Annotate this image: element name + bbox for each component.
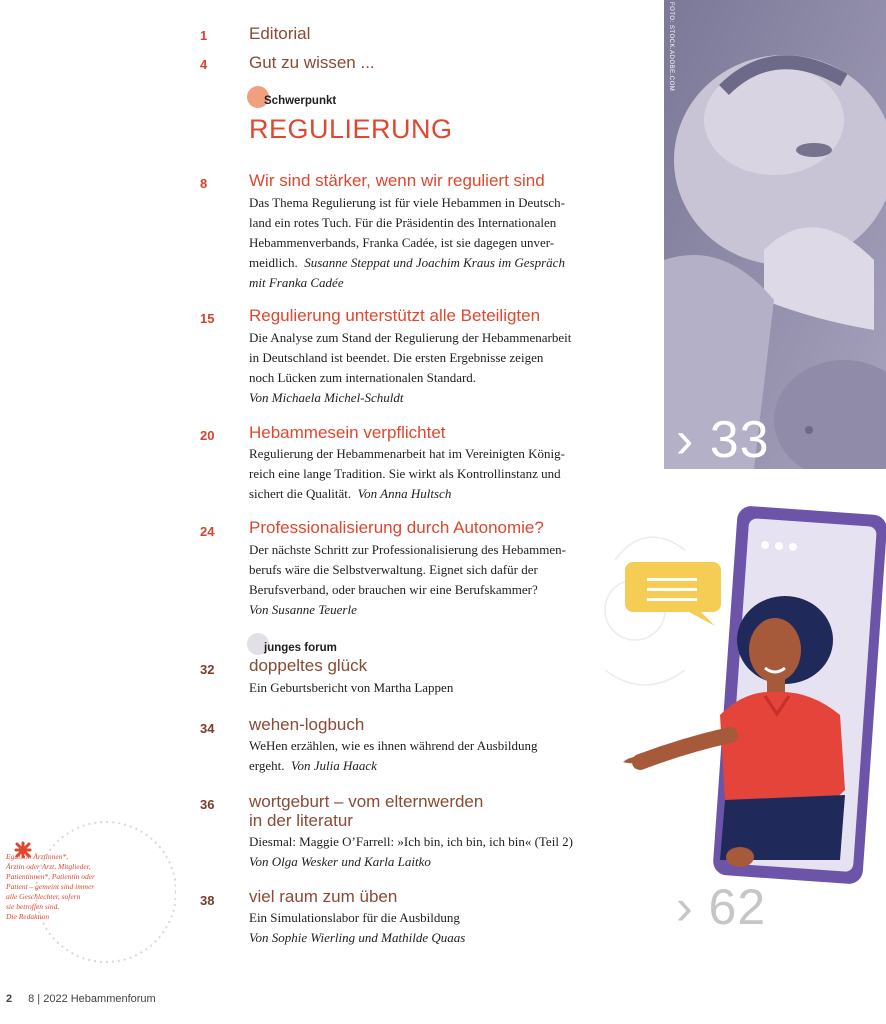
article-teaser: Ein Simulationslabor für die Ausbildung Von Sophie Wierling und Mathilde Quaas	[249, 908, 609, 948]
article-author: Von Anna Hultsch	[357, 486, 452, 501]
gender-note: Egal, ob Ärztinnen*, Ärztin oder Arzt, Mitglieder, Patientinnen*, Patientin oder Patient – gemeint sind immer alle Geschlechter, sofern sie betroffen sind. Die Redaktion	[6, 852, 95, 921]
toc-number: 1	[200, 28, 208, 43]
issue-label: 8 | 2022 Hebammenforum	[28, 993, 156, 1005]
article-teaser: Regulierung der Hebammenarbeit hat im Vereinigten König- reich eine lange Tradition. Sie wirkt als Kontrollinstanz und sichert die Qualität. Von Anna Hultsch	[249, 446, 565, 501]
toc-number: 15	[200, 311, 215, 326]
toc-number: 34	[200, 721, 215, 736]
cover-photo-baby[interactable]	[664, 0, 886, 469]
section-heading: REGULIERUNG	[249, 114, 453, 144]
toc-number: 8	[200, 176, 208, 191]
article-title[interactable]: viel raum zum üben	[249, 887, 398, 906]
toc-number: 4	[200, 57, 208, 72]
article-author: Von Michaela Michel-Schuldt	[249, 390, 404, 405]
article-title[interactable]: doppeltes glück	[249, 656, 368, 675]
photo-credit: FOTO: STOCK.ADOBE.COM	[668, 2, 674, 92]
section-label-schwerpunkt: Schwerpunkt	[264, 95, 337, 107]
article-author: Von Olga Wesker und Karla Laitko	[249, 854, 431, 869]
baby-photo-illustration	[664, 0, 886, 469]
toc-title-gut-zu-wissen[interactable]: Gut zu wissen ...	[249, 53, 375, 72]
article-title[interactable]: Professionalisierung durch Autonomie?	[249, 518, 544, 537]
article-teaser: Diesmal: Maggie O’Farrell: »Ich bin, ich bin, ich bin« (Teil 2) Von Olga Wesker und Karla Laitko	[249, 832, 619, 872]
article-title[interactable]: Regulierung unterstützt alle Beteiligten	[249, 306, 541, 325]
article-title[interactable]: wehen-logbuch	[249, 715, 365, 734]
page-ref-62[interactable]: › 62	[676, 879, 767, 935]
article-author: Von Sophie Wierling und Mathilde Quaas	[249, 930, 466, 945]
article-teaser: Der nächste Schritt zur Professionalisierung des Hebammen- berufs wäre die Selbstverwaltung. Eignet sich dafür der Berufsverband, oder brauchen wir eine Berufskammer? Von Susanne Teuerle	[249, 540, 609, 620]
article-title[interactable]: Wir sind stärker, wenn wir reguliert sind	[249, 171, 545, 190]
article-title[interactable]: Hebammesein verpflichtet	[249, 423, 446, 442]
article-teaser: Die Analyse zum Stand der Regulierung der Hebammenarbeit in Deutschland ist beendet. Die ersten Ergebnisse zeigen noch Lücken zum internationalen Standard. Von Michaela Michel-Schuldt	[249, 328, 609, 408]
toc-number: 36	[200, 797, 215, 812]
toc-title-editorial[interactable]: Editorial	[249, 24, 311, 43]
article-teaser: WeHen erzählen, wie es ihnen während der Ausbildung ergeht. Von Julia Haack	[249, 738, 538, 773]
section-label-junges-forum: junges forum	[264, 642, 337, 654]
toc-number: 20	[200, 428, 215, 443]
article-author: Von Julia Haack	[291, 758, 377, 773]
article-author: Susanne Steppat und Joachim Kraus im Gespräch	[304, 255, 565, 270]
page-footer	[6, 993, 156, 1005]
smartphone-woman-illustration	[595, 500, 886, 920]
toc-number: 32	[200, 662, 215, 677]
page-number: 2	[6, 993, 13, 1005]
article-title[interactable]: wortgeburt – vom elternwerden	[249, 792, 484, 811]
article-teaser: Das Thema Regulierung ist für viele Hebammen in Deutsch- land ein rotes Tuch. Für die Präsidentin des Internationalen Hebammenverbands, Franka Cadée, ist sie dagegen unver- meidlich. Susanne Steppat und Joachim Kraus im Gespräch mit Franka Cadée	[249, 195, 566, 290]
article-author: Von Susanne Teuerle	[249, 602, 357, 617]
toc-number: 24	[200, 524, 215, 539]
toc-number: 38	[200, 893, 215, 908]
article-teaser: Ein Geburtsbericht von Martha Lappen	[249, 680, 454, 695]
article-title-line2[interactable]: in der literatur	[249, 811, 353, 830]
page-ref-33[interactable]: › 33	[676, 411, 770, 469]
